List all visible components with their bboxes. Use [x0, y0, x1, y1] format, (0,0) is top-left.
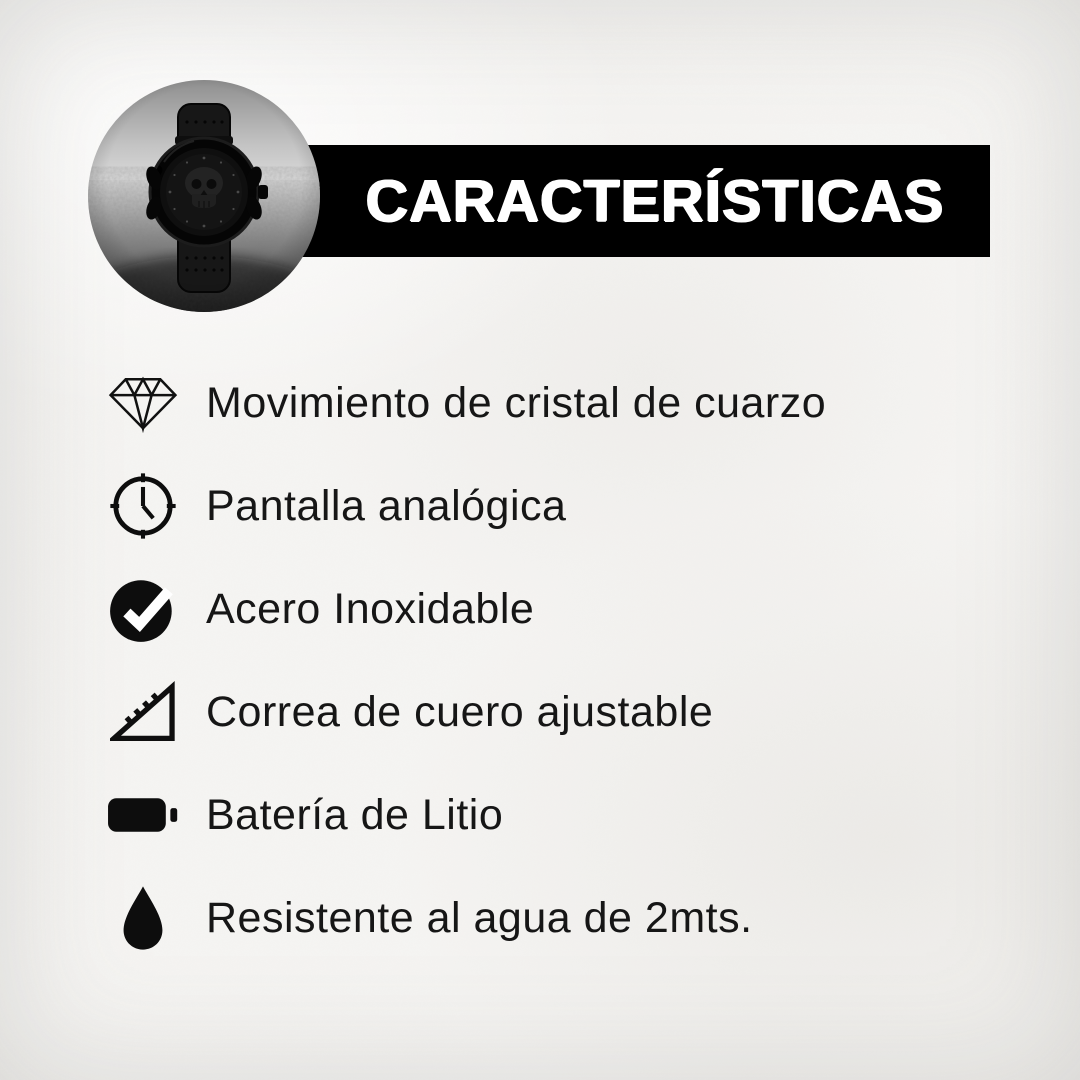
- feature-label: Resistente al agua de 2mts.: [206, 893, 753, 942]
- title-banner: [302, 145, 990, 257]
- features-list: [102, 368, 1022, 986]
- water-drop-icon: [102, 884, 184, 952]
- page-title: CARACTERÍSTICAS: [365, 168, 945, 234]
- feature-label: Movimiento de cristal de cuarzo: [206, 378, 827, 427]
- feature-row-strap: [102, 677, 1022, 747]
- feature-label: Pantalla analógica: [206, 481, 567, 530]
- feature-row-analog: [102, 471, 1022, 541]
- feature-row-steel: [102, 574, 1022, 644]
- clock-icon: [102, 472, 184, 540]
- feature-label: Batería de Litio: [206, 790, 504, 839]
- skull-watch-photo: [88, 80, 320, 312]
- feature-label: Acero Inoxidable: [206, 584, 535, 633]
- diamond-icon: [102, 373, 184, 433]
- check-circle-icon: [102, 574, 184, 644]
- feature-row-quartz: [102, 368, 1022, 438]
- feature-label: Correa de cuero ajustable: [206, 687, 714, 736]
- feature-row-water: [102, 883, 1022, 953]
- battery-icon: [102, 793, 184, 837]
- product-photo-circle: [88, 80, 320, 312]
- feature-row-battery: [102, 780, 1022, 850]
- ruler-triangle-icon: [102, 681, 184, 743]
